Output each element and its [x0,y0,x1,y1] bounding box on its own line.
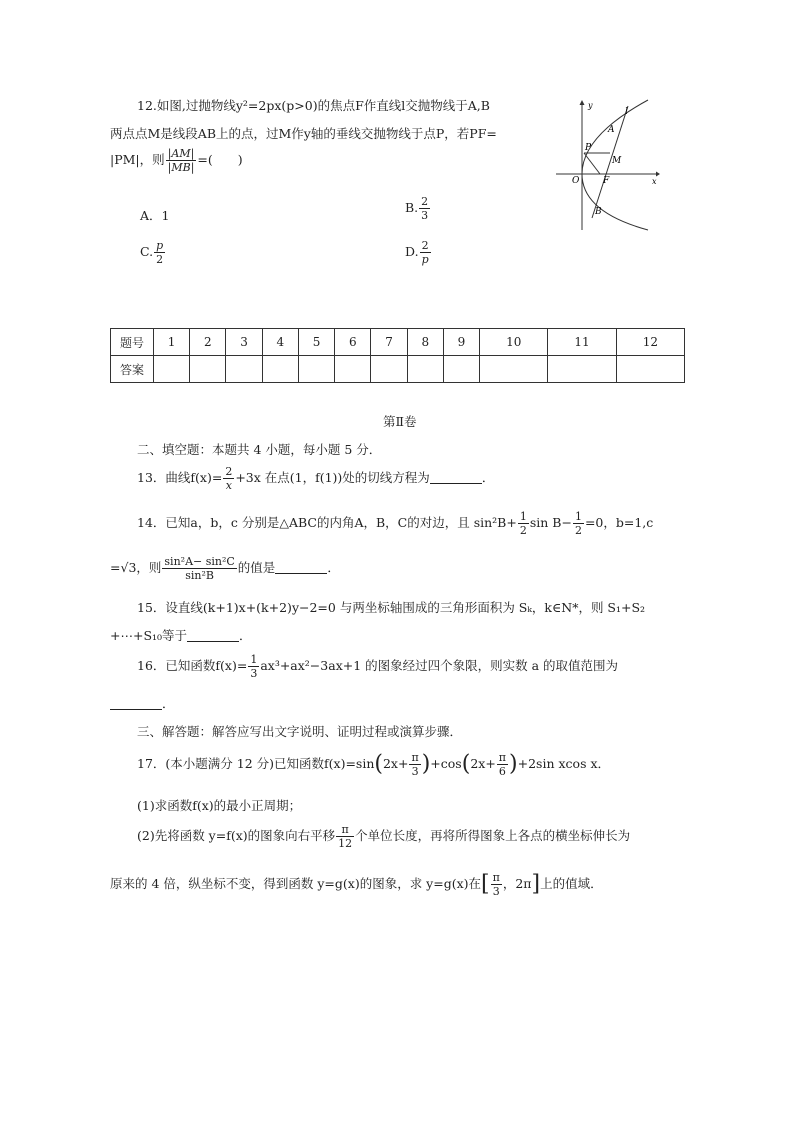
table-cell: 1 [154,329,190,356]
q15-line1: 15．设直线(k+1)x+(k+2)y−2=0 与两坐标轴围成的三角形面积为 Sₖ，k∈N*，则 S₁+S₂ [137,600,646,615]
table-cell: 5 [298,329,334,356]
part2-title: 第Ⅱ卷 [383,414,417,429]
segment-pf [584,153,600,174]
label-m: M [612,156,622,166]
answer-cell[interactable] [616,356,684,383]
section2-heading: 二、填空题：本题共 4 小题，每小题 5 分． [137,442,382,457]
table-cell: 3 [226,329,262,356]
q12-option-d: D. $\frac{2}{p}$ [405,239,429,266]
q16-line1: 16．已知函数f(x)= $\frac{1}{3}$ ax³+ax²−3ax+1 的图象经过四个象限，则实数 a 的取值范围为 [137,653,619,680]
q14-line2: =√3，则 $\frac{\text{sin²A− sin²C}}{\text{sin²B}}$ 的值是 ． [110,555,340,582]
table-row [111,356,685,383]
answer-cell[interactable] [190,356,226,383]
table-label-answer: 答案 [111,356,154,383]
label-x: x [652,177,657,186]
answer-cell[interactable] [335,356,371,383]
table-cell: 8 [407,329,443,356]
q16-line2: ． [110,694,175,712]
table-cell: 10 [480,329,548,356]
q12-option-b: B. $\frac{2}{3}$ [405,195,429,222]
label-origin: O [572,176,580,186]
q14-answer-blank[interactable] [275,561,327,574]
label-focus: F [603,176,610,186]
answer-cell[interactable] [262,356,298,383]
answer-cell[interactable] [298,356,334,383]
q15-line2: +⋯+S₁₀等于 ． [110,628,252,643]
q16-answer-blank[interactable] [110,697,162,710]
q17-sub1: (1)求函数f(x)的最小正周期； [137,798,302,813]
table-cell: 9 [443,329,479,356]
q13: 13．曲线f(x)= $\frac{2}{x}$ +3x 在点(1，f(1))处的切线方程为 ． [137,465,495,492]
answer-cell[interactable] [371,356,407,383]
answer-cell[interactable] [407,356,443,383]
x-axis-arrow [656,172,660,177]
table-cell: 7 [371,329,407,356]
q12-line1: 12.如图,过抛物线y²=2px(p>0)的焦点F作直线l交抛物线于A,B [137,98,490,113]
answer-cell[interactable] [154,356,190,383]
table-cell: 6 [335,329,371,356]
q17-line1: 17．(本小题满分 12 分)已知函数f(x)=sin(2x+ $\frac{\pi}{3}$ )+cos(2x+ $\frac{\pi}{6}$ )+2sin xcos x． [137,751,611,778]
table-cell: 12 [616,329,684,356]
q17-sub2-line1: (2)先将函数 y=f(x)的图象向右平移 $\frac{\pi}{12}$ 个单位长度，再将所得图象上各点的横坐标伸长为 [137,823,631,850]
table-cell: 11 [548,329,616,356]
label-p: P [585,143,592,153]
section3-heading: 三、解答题：解答应写出文字说明、证明过程或演算步骤． [137,724,463,739]
label-y: y [588,101,593,110]
table-cell: 2 [190,329,226,356]
q12-line3: |PM|，则 $\frac{|AM|}{|MB|}$ =( ) [110,147,243,174]
q13-answer-blank[interactable] [430,471,482,484]
table-cell: 4 [262,329,298,356]
label-l: l [625,107,628,117]
q12-ratio-fraction: $\frac{|AM|}{|MB|}$ [167,147,195,174]
label-b: B [595,207,602,217]
q14-line1: 14．已知a，b，c 分别是△ABC的内角A，B，C的对边，且 sin²B+ $\frac{1}{2}$ sin B− $\frac{1}{2}$ =0，b=1,c [137,510,654,537]
q12-option-c: C. $\frac{p}{2}$ [140,239,164,266]
y-axis-arrow [580,100,585,105]
answer-cell[interactable] [548,356,616,383]
label-a: A [608,125,615,135]
table-row [111,329,685,356]
answer-table [110,328,685,383]
answer-cell[interactable] [443,356,479,383]
answer-cell[interactable] [226,356,262,383]
q15-answer-blank[interactable] [187,629,239,642]
q12-option-a: A．1 [140,208,170,223]
line-l [592,106,628,218]
q12-line2: 两点点M是线段AB上的点，过M作y轴的垂线交抛物线于点P，若PF= [110,126,497,141]
table-label-number: 题号 [111,329,154,356]
q17-sub2-line2: 原来的 4 倍，纵坐标不变，得到函数 y=g(x)的图象，求 y=g(x)在[ $\frac{\pi}{3}$ ，2π]上的值域． [110,871,603,898]
parabola-figure [552,96,664,232]
answer-cell[interactable] [480,356,548,383]
